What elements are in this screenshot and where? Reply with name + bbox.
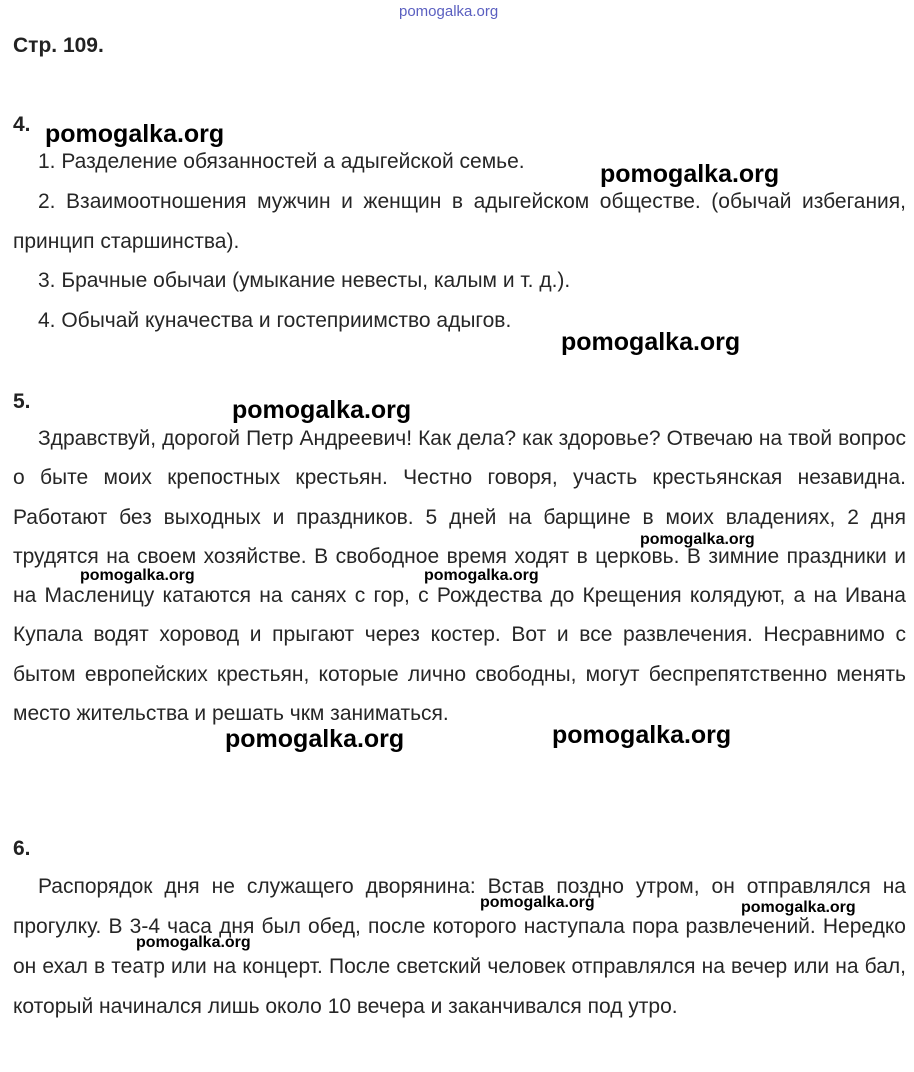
watermark: pomogalka.org	[600, 160, 780, 188]
section-4-item-1: 1. Разделение обязанностей а адыгейской семье.	[38, 150, 525, 173]
page-title: Стр. 109.	[13, 34, 104, 57]
watermark: pomogalka.org	[225, 725, 405, 753]
watermark: pomogalka.org	[424, 567, 539, 584]
section-5-number: 5.	[13, 390, 31, 413]
watermark: pomogalka.org	[640, 531, 755, 548]
section-4-number: 4.	[13, 113, 31, 136]
watermark: pomogalka.org	[480, 894, 595, 911]
watermark: pomogalka.org	[45, 120, 225, 148]
section-4-item-4: 4. Обычай куначества и гостеприимство адыгов.	[38, 309, 512, 332]
section-4-item-3: 3. Брачные обычаи (умыкание невесты, калым и т. д.).	[38, 269, 571, 292]
watermark: pomogalka.org	[561, 328, 741, 356]
section-6-number: 6.	[13, 837, 31, 860]
watermark: pomogalka.org	[136, 934, 251, 951]
watermark: pomogalka.org	[80, 567, 195, 584]
watermark: pomogalka.org	[741, 899, 856, 916]
section-5-paragraph: Здравствуй, дорогой Петр Андреевич! Как дела? как здоровье? Отвечаю на твой вопрос о быте моих крепостных крестьян. Честно говоря, участь крестьянская незавидна. Работают без выходных и праздников. 5 дней на барщине в моих владениях, 2 дня трудятся на своем хозяйстве. В свободное время ходят в церковь. В зимние праздники и на Масленицу катаются на санях с гор, с Рождества до Крещения колядуют, а на Ивана Купала водят хоровод и прыгают через костер. Вот и все развлечения. Несравнимо с бытом европейских крестьян, которые лично свободны, могут беспрепятственно менять место жительства и решать чкм заниматься.	[13, 427, 906, 726]
watermark: pomogalka.org	[552, 721, 732, 749]
section-4-item-2: 2. Взаимоотношения мужчин и женщин в адыгейском обществе. (обычай избегания, принцип старшинства).	[13, 190, 906, 253]
section-6-paragraph: Распорядок дня не служащего дворянина: Встав поздно утром, он отправлялся на прогулку. В 3-4 часа дня был обед, после которого наступала пора развлечений. Нередко он ехал в театр или на концерт. После светский человек отправлялся на вечер или на бал, который начинался лишь около 10 вечера и заканчивался под утро.	[13, 875, 906, 1018]
site-link[interactable]: pomogalka.org	[399, 3, 499, 20]
watermark: pomogalka.org	[232, 396, 412, 424]
